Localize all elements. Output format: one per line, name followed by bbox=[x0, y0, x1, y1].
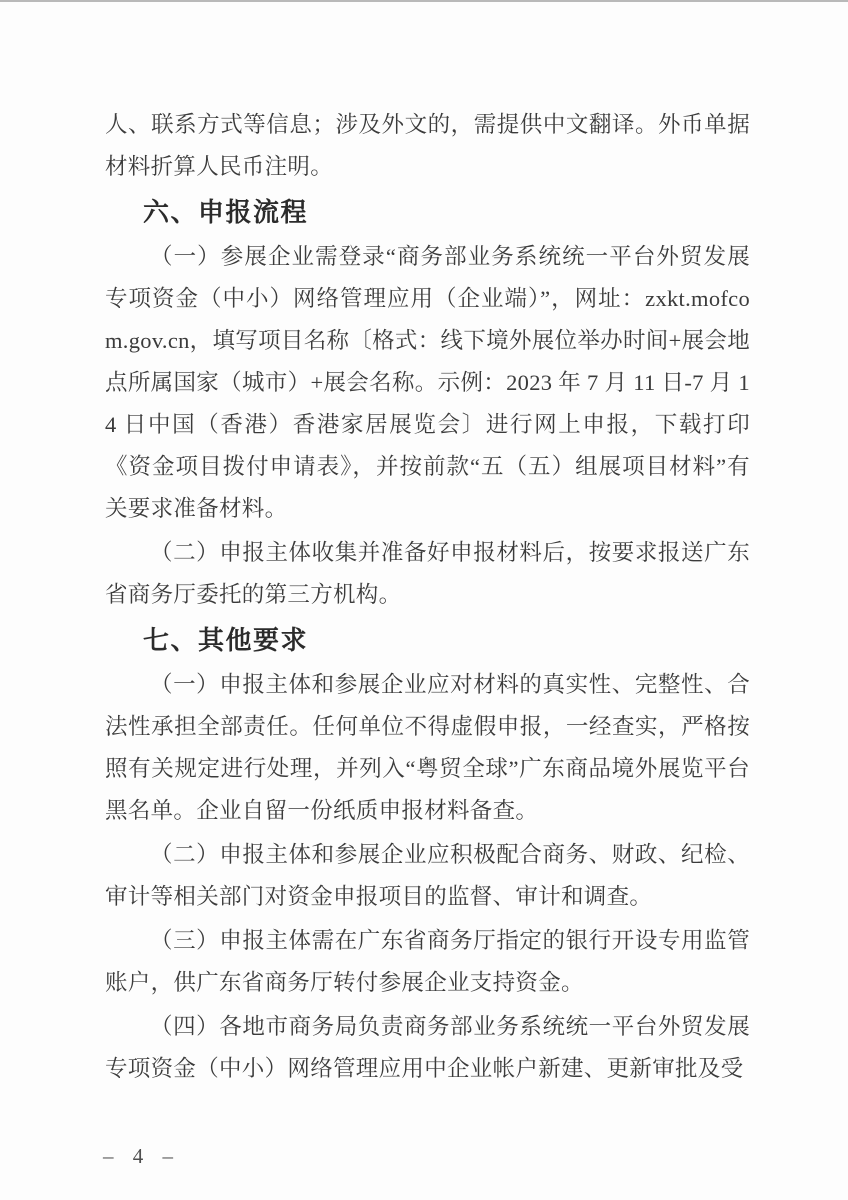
paragraph-seven-item-4: （四）各地市商务局负责商务部业务系统统一平台外贸发展专项资金（中小）网络管理应用中企业帐户新建、更新审批及受 bbox=[105, 1014, 750, 1081]
paragraph-seven-item-1: （一）申报主体和参展企业应对材料的真实性、完整性、合法性承担全部责任。任何单位不得虚假申报，一经查实，严格按照有关规定进行处理，并列入“粤贸全球”广东商品境外展览平台黑名单。企业自留一份纸质申报材料备查。 bbox=[105, 672, 750, 823]
paragraph-seven-item-3: （三）申报主体需在广东省商务厅指定的银行开设专用监管账户，供广东省商务厅转付参展企业支持资金。 bbox=[105, 928, 750, 995]
section-heading-six: 六、申报流程 bbox=[143, 197, 309, 227]
paragraph-six-item-2: （二）申报主体收集并准备好申报材料后，按要求报送广东省商务厅委托的第三方机构。 bbox=[105, 540, 750, 607]
paragraph-six-item-1: （一）参展企业需登录“商务部业务系统统一平台外贸发展专项资金（中小）网络管理应用（企业端）”，网址：zxkt.mofcom.gov.cn，填写项目名称〔格式：线下境外展位举办时间+展会地点所属国家（城市）+展会名称。示例：2023 年 7 月 11 日-7 月 14 日中国（香港）香港家居展览会〕进行网上申报，下载打印《资金项目拨付申请表》，并按前款“五（五）组展项目材料”有关要求准备材料。 bbox=[105, 244, 750, 521]
paragraph-seven-item-2: （二）申报主体和参展企业应积极配合商务、财政、纪检、审计等相关部门对资金申报项目的监督、审计和调查。 bbox=[105, 842, 750, 909]
paragraph-continuation: 人、联系方式等信息；涉及外文的，需提供中文翻译。外币单据材料折算人民币注明。 bbox=[105, 112, 750, 179]
section-heading-seven: 七、其他要求 bbox=[143, 625, 309, 655]
document-body bbox=[105, 104, 750, 1092]
page-number: – 4 – bbox=[103, 1144, 180, 1168]
